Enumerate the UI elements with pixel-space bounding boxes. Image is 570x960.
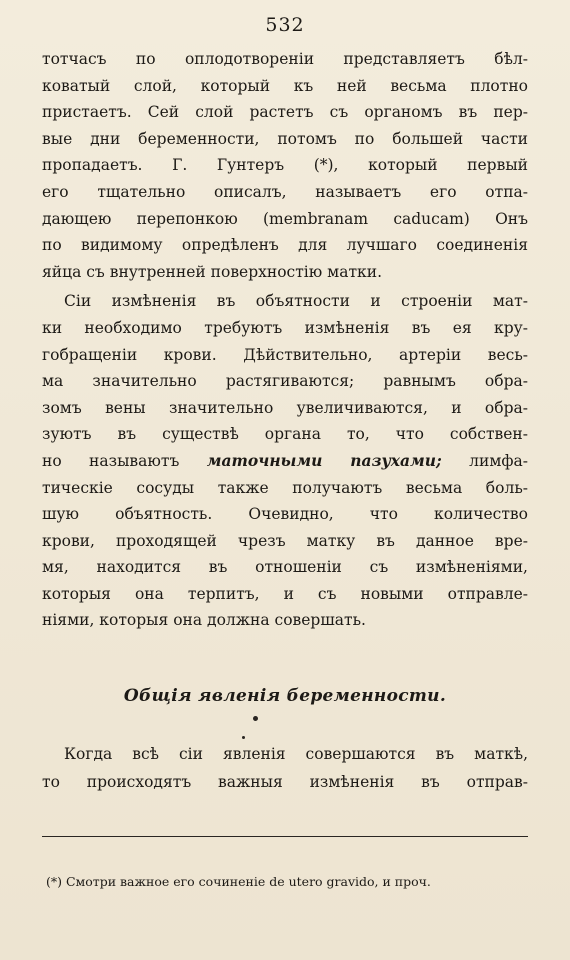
text-line: ки необходимо требуютъ измѣненія въ ея кру- (42, 318, 528, 337)
footnote: (*) Смотри важное его сочиненіе de utero gravido, и проч. (46, 874, 431, 889)
paragraph-1 (42, 46, 528, 285)
text-line: которыя она терпитъ, и съ новыми отправле- (42, 584, 528, 603)
text-line: ніями, которыя она должна совершать. (42, 611, 366, 630)
text-line: по видимому опредѣленъ для лучшаго соединенія (42, 236, 528, 255)
paragraph-2 (42, 288, 528, 634)
text-line: тическіе сосуды также получаютъ весьма боль- (42, 478, 528, 497)
text-line: вые дни беременности, потомъ по большей части (42, 129, 528, 148)
text-line: крови, проходящей чрезъ матку въ данное вре- (42, 531, 528, 550)
section-paragraph (42, 740, 528, 796)
text-line: коватый слой, который къ ней весьма плотно (42, 76, 528, 95)
footnote-divider (42, 836, 528, 837)
text-line: мя, находится въ отношеніи съ измѣненіями, (42, 558, 528, 577)
section-heading: Общія явленія беременности. (123, 686, 447, 706)
emphasized-term: маточными пазухами; (206, 450, 442, 470)
text-segment: лимфа- (441, 451, 528, 470)
text-line: тотчасъ по оплодотвореніи представляетъ бѣл- (42, 50, 528, 68)
ink-speck (242, 736, 245, 739)
text-line: пропадаетъ. Г. Гунтеръ (*), который первый (42, 156, 528, 175)
text-line: пристаетъ. Сей слой растетъ съ органомъ въ пер- (42, 103, 528, 122)
text-line: яйца съ внутренней поверхностію матки. (42, 262, 382, 281)
text-line: зуютъ въ существѣ органа то, что собствен- (42, 425, 528, 444)
ink-speck (253, 716, 258, 721)
text-line: Когда всѣ сіи явленія совершаются въ маткѣ, (64, 745, 528, 763)
text-line: гобращеніи крови. Дѣйствительно, артеріи весь- (42, 345, 528, 364)
text-line: то происходятъ важныя измѣненія въ отправ- (42, 773, 528, 791)
text-line: шую объятность. Очевидно, что количество (42, 505, 528, 524)
text-line: ма значительно растягиваются; равнымъ обра- (42, 372, 528, 391)
text-line: его тщательно описалъ, называетъ его отпа- (42, 182, 528, 201)
text-line: зомъ вены значительно увеличиваются, и обра- (42, 398, 528, 417)
text-line-with-emphasis (42, 448, 528, 475)
text-segment: но называютъ (42, 451, 207, 470)
main-text (42, 46, 528, 634)
text-line: Сіи измѣненія въ объятности и строеніи мат- (64, 292, 528, 311)
text-line: дающею перепонкою (membranam caducam) Онъ (42, 209, 528, 228)
page-number: 532 (265, 14, 305, 36)
